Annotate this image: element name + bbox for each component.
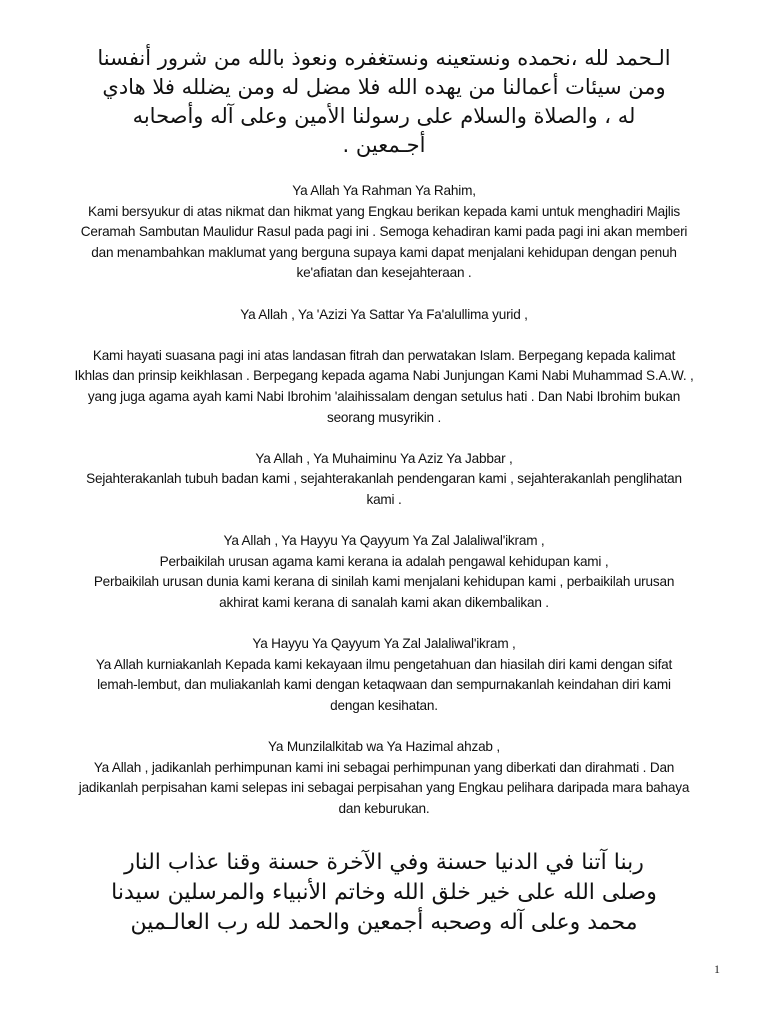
paragraph-line: Ikhlas dan prinsip keikhlasan . Berpegang kepada agama Nabi Junjungan Kami Nabi Muhammad S.A.W. ,	[74, 368, 694, 384]
page-number: 1	[714, 962, 720, 976]
closing-arabic-prayer	[38, 848, 730, 938]
paragraph-line: Perbaikilah urusan agama kami kerana ia adalah pengawal kehidupan kami ,	[159, 553, 609, 569]
arabic-line: له ، والصلاة والسلام على رسولنا الأمين وعلى آله وأصحابه	[132, 104, 636, 128]
paragraph-line: Kami bersyukur di atas nikmat dan hikmat yang Engkau berikan kepada kami untuk menghadiri Majlis	[87, 203, 681, 219]
arabic-line: ومن سيئات أعمالنا من يهده الله فلا مضل له ومن يضلله فلا هادي	[102, 75, 666, 99]
paragraph-line: kami .	[366, 491, 402, 507]
paragraph-line: Perbaikilah urusan dunia kami kerana di sinilah kami menjalani kehidupan kami , perbaikilah urusan	[93, 574, 675, 590]
opening-arabic-prayer	[38, 44, 730, 160]
paragraph-heading: Ya Hayyu Ya Qayyum Ya Zal Jalaliwal'ikram ,	[252, 636, 516, 652]
paragraph-line: seorang musyrikin .	[326, 409, 442, 425]
paragraph-heading: Ya Allah Ya Rahman Ya Rahim,	[292, 183, 476, 198]
arabic-line: الـحمد لله ،نحمده ونستعينه ونستغفره ونعوذ بالله من شرور أنفسنا	[97, 46, 671, 70]
arabic-line: محمد وعلى آله وصحبه أجمعين والحمد لله رب العالـمين	[130, 910, 638, 935]
paragraph-spacer	[40, 613, 728, 634]
paragraph-line: lemah-lembut, dan muliakanlah kami dengan ketaqwaan dan sempurnakanlah keindahan diri kami	[97, 677, 671, 693]
paragraph-line: dan menambahkan maklumat yang berguna supaya kami dapat menjalani kehidupan dengan penuh	[91, 244, 677, 260]
paragraph-spacer	[40, 284, 728, 305]
paragraph	[40, 531, 728, 613]
paragraph	[40, 305, 728, 326]
paragraph-spacer	[40, 428, 728, 449]
paragraph-heading: Ya Allah , Ya Muhaiminu Ya Aziz Ya Jabbar ,	[255, 450, 513, 466]
paragraph	[40, 346, 728, 428]
arabic-line: ربنا آتنا في الدنيا حسنة وفي الآخرة حسنة وقنا عذاب النار	[124, 850, 644, 875]
paragraph-spacer	[40, 716, 728, 737]
paragraph-line: dan keburukan.	[338, 800, 430, 816]
paragraph	[40, 634, 728, 716]
paragraph	[40, 449, 728, 511]
paragraph-heading: Ya Allah , Ya 'Azizi Ya Sattar Ya Fa'alullima yurid ,	[240, 306, 528, 322]
paragraph-spacer	[40, 325, 728, 346]
paragraph-heading: Ya Munzilalkitab wa Ya Hazimal ahzab ,	[268, 739, 500, 755]
paragraph	[40, 737, 728, 819]
paragraph-line: jadikanlah perpisahan kami selepas ini sebagai perpisahan yang Engkau pelihara daripada mara bahaya	[78, 780, 690, 796]
paragraph-line: Ya Allah , jadikanlah perhimpunan kami ini sebagai perhimpunan yang diberkati dan dirahmati . Dan	[93, 759, 675, 775]
paragraph-line: yang juga agama ayah kami Nabi Ibrohim 'alaihissalam dengan setulus hati . Dan Nabi Ibrohim bukan	[87, 388, 681, 404]
paragraph-line: ke'afiatan dan kesejahteraan .	[296, 265, 472, 281]
paragraph-line: Sejahterakanlah tubuh badan kami , sejahterakanlah pendengaran kami , sejahterakanlah penglihatan	[86, 471, 682, 487]
malay-prayer-body	[40, 181, 728, 819]
arabic-line: وصلى الله على خير خلق الله وخاتم الأنبياء والمرسلين سيدنا	[111, 880, 657, 905]
paragraph-line: Ceramah Sambutan Maulidur Rasul pada pagi ini . Semoga kehadiran kami pada pagi ini akan memberi	[80, 224, 688, 240]
paragraph-spacer	[40, 511, 728, 532]
arabic-line: أجـمعين .	[342, 133, 426, 157]
paragraph-line: dengan kesihatan.	[330, 697, 438, 713]
paragraph-line: Kami hayati suasana pagi ini atas landasan fitrah dan perwatakan Islam. Berpegang kepada kalimat	[92, 347, 676, 363]
paragraph-line: Ya Allah kurniakanlah Kepada kami kekayaan ilmu pengetahuan dan hiasilah diri kami dengan sifat	[95, 656, 673, 672]
paragraph-heading: Ya Allah , Ya Hayyu Ya Qayyum Ya Zal Jalaliwal'ikram ,	[223, 533, 545, 549]
paragraph-line: akhirat kami kerana di sanalah kami akan dikembalikan .	[219, 594, 549, 610]
paragraph	[40, 181, 728, 284]
